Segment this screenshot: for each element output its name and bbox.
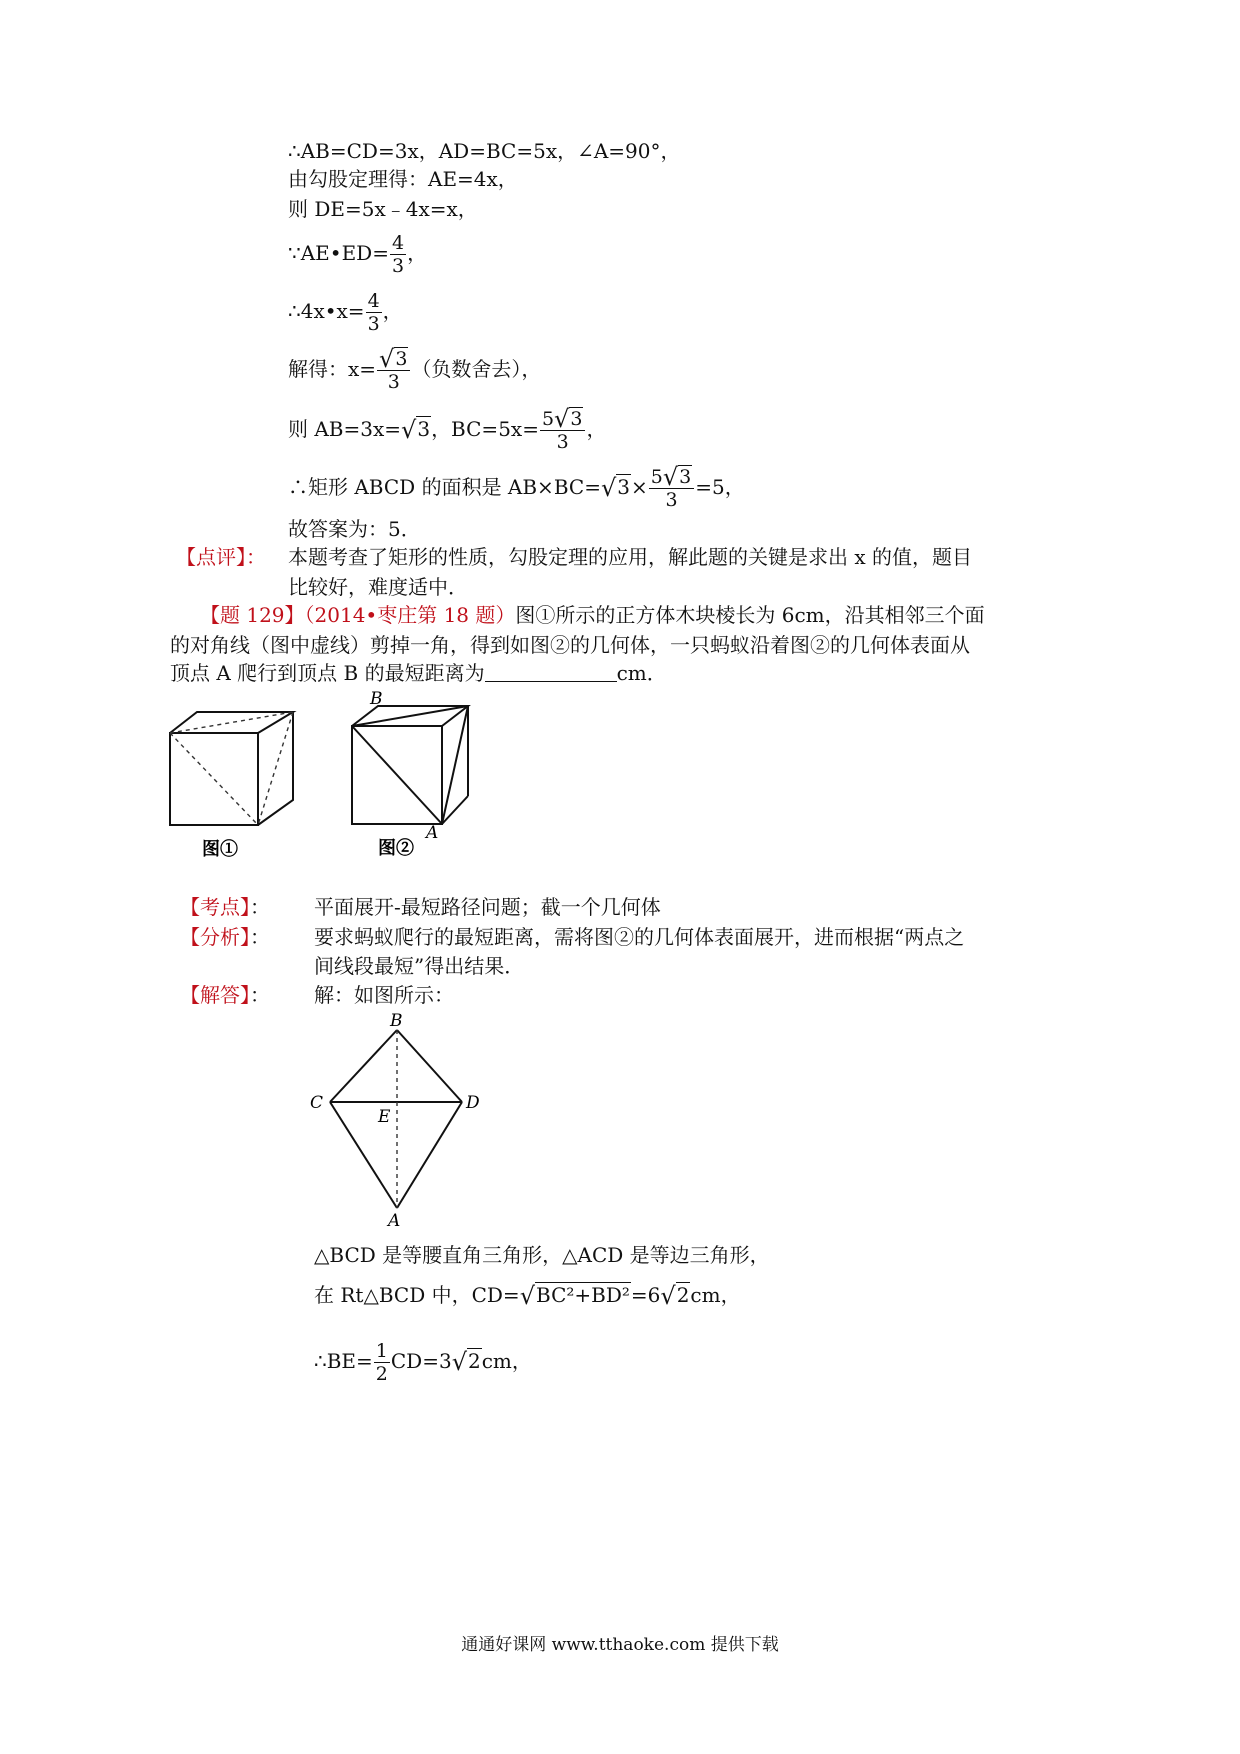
- comment-line-1: 本题考查了矩形的性质，勾股定理的应用，解此题的关键是求出 x 的值，题目: [288, 545, 972, 569]
- text: ，: [586, 417, 607, 441]
- fenxi-label: 【分析】: [180, 925, 250, 949]
- solution-line-8: [288, 463, 745, 511]
- jieda-text: 解：如图所示：: [314, 983, 454, 1007]
- answer-line-1: △BCD 是等腰直角三角形，△ACD 是等边三角形，: [314, 1243, 770, 1267]
- net-label-e: E: [378, 1107, 391, 1127]
- problem-tag: 【题 129】: [200, 603, 305, 627]
- edge-da: [397, 1102, 462, 1208]
- radical-sign: √: [451, 1348, 467, 1376]
- radical-sign: √: [519, 1282, 535, 1310]
- numerator: 4: [367, 290, 380, 312]
- text: ∵AE•ED=: [288, 241, 389, 265]
- sqrt: [379, 345, 408, 373]
- comment-line-2: 比较好，难度适中．: [288, 575, 468, 599]
- problem-line-2: 的对角线（图中虚线）剪掉一角，得到如图②的几何体，一只蚂蚁沿着图②的几何体表面从: [170, 633, 970, 657]
- text: （负数舍去），: [411, 357, 542, 381]
- radicand: 3: [417, 417, 431, 441]
- text: cm，: [481, 1349, 532, 1373]
- fenxi-line-2: 间线段最短”得出结果．: [314, 954, 525, 978]
- numerator: 1: [375, 1340, 388, 1362]
- solution-line-7: [288, 405, 607, 453]
- edge-bd: [397, 1030, 462, 1102]
- solution-line-5: [288, 290, 403, 335]
- text: cm，: [690, 1283, 741, 1307]
- solution-line-2: 由勾股定理得：AE=4x，: [288, 167, 518, 191]
- text: 解得：x=: [288, 357, 377, 381]
- net-label-b: B: [390, 1011, 403, 1031]
- fraction: [374, 1340, 390, 1385]
- radicand: BC²+BD²: [536, 1283, 630, 1307]
- denominator: 3: [665, 489, 678, 511]
- radical-sign: √: [401, 416, 417, 444]
- cut-edge-front: [352, 726, 442, 824]
- text: ∴矩形 ABCD 的面积是 AB×BC=: [288, 475, 601, 499]
- kaodian-text: 平面展开-最短路径问题；截一个几何体: [314, 895, 661, 919]
- problem-source: （2014•枣庄第 18 题）: [304, 603, 516, 627]
- text: =6: [630, 1283, 661, 1307]
- cut-edge-top: [352, 706, 468, 726]
- fenxi-colon: ：: [250, 925, 270, 949]
- denominator: 3: [367, 313, 380, 335]
- fenxi-line-1: 要求蚂蚁爬行的最短距离，需将图②的几何体表面展开，进而根据“两点之: [314, 925, 965, 949]
- problem-line-3: [170, 660, 667, 686]
- figure-2-solid: [340, 686, 490, 866]
- denominator: 3: [387, 371, 400, 393]
- sqrt: [554, 405, 583, 433]
- text: CD=3: [390, 1349, 452, 1373]
- denominator: 3: [556, 431, 569, 453]
- coefficient: 5: [650, 466, 663, 488]
- radical-sign: √: [660, 1282, 676, 1310]
- problem-unit: cm．: [616, 661, 667, 685]
- problem-text: 顶点 A 爬行到顶点 B 的最短距离为: [170, 661, 485, 685]
- comment-label: 【点评】：: [176, 545, 266, 569]
- solution-line-3: 则 DE=5x﹣4x=x，: [288, 197, 478, 221]
- fenxi-row: [180, 924, 270, 950]
- text: 在 Rt△BCD 中，CD=: [314, 1283, 520, 1307]
- figure-1-caption: 图①: [202, 839, 238, 860]
- kaodian-row: [180, 894, 270, 920]
- solution-line-6: [288, 345, 542, 393]
- jieda-row: [180, 982, 270, 1008]
- text: 则 AB=3x=: [288, 417, 402, 441]
- radical-sign: √: [662, 463, 679, 491]
- net-diagram: [300, 1010, 500, 1240]
- sqrt: [662, 463, 692, 491]
- edge-bc: [330, 1030, 397, 1102]
- solution-line-4: [288, 232, 427, 277]
- text: ∴4x•x=: [288, 299, 365, 323]
- numerator: [649, 463, 694, 491]
- net-label-c: C: [310, 1093, 324, 1113]
- figure-2-caption: 图②: [378, 838, 414, 859]
- fraction: [390, 232, 406, 277]
- sqrt: [660, 1282, 690, 1309]
- radicand: 3: [570, 408, 583, 430]
- net-label-d: D: [466, 1093, 480, 1113]
- text: ，BC=5x=: [431, 417, 539, 441]
- answer-blank: [485, 663, 617, 682]
- radicand: 3: [679, 466, 692, 488]
- fraction: [366, 290, 382, 335]
- numerator: [377, 345, 410, 373]
- vertex-label-a: A: [426, 823, 439, 843]
- radical-sign: √: [600, 474, 617, 502]
- numerator: 4: [391, 232, 405, 254]
- fraction: [377, 345, 410, 393]
- cut-diagonal-front: [170, 733, 258, 825]
- figure-1-cube: [160, 700, 310, 865]
- text: =5，: [695, 475, 745, 499]
- jieda-label: 【解答】: [180, 983, 250, 1007]
- text: ∴BE=: [314, 1349, 373, 1373]
- sqrt: [401, 416, 431, 443]
- radicand: 2: [468, 1349, 481, 1373]
- denominator: 3: [391, 255, 405, 277]
- answer-line-2: [314, 1282, 741, 1309]
- fraction: [649, 463, 694, 511]
- radical-sign: √: [379, 345, 395, 373]
- numerator: [540, 405, 585, 433]
- page-footer: 通通好课网 www.tthaoke.com 提供下载: [461, 1635, 779, 1655]
- radical-sign: √: [554, 405, 570, 433]
- fraction: [540, 405, 585, 453]
- problem-text: 图①所示的正方体木块棱长为 6cm，沿其相邻三个面: [515, 603, 985, 627]
- sqrt: [601, 474, 631, 501]
- solution-line-1: ∴AB=CD=3x，AD=BC=5x，∠A=90°，: [288, 139, 681, 163]
- radicand: 3: [395, 348, 408, 370]
- radicand: 3: [617, 475, 630, 499]
- sqrt: [520, 1282, 631, 1309]
- text: ，: [382, 299, 403, 323]
- coefficient: 5: [541, 408, 555, 430]
- problem-line-1: [200, 602, 985, 628]
- text: ×: [630, 475, 648, 499]
- jieda-colon: ：: [250, 983, 270, 1007]
- vertex-label-b: B: [370, 689, 383, 709]
- text: ，: [407, 241, 428, 265]
- denominator: 2: [375, 1363, 388, 1385]
- radicand: 2: [676, 1283, 690, 1307]
- sqrt: [452, 1348, 482, 1375]
- answer-line-3: [314, 1340, 532, 1385]
- kaodian-label: 【考点】: [180, 895, 250, 919]
- net-label-a: A: [388, 1211, 401, 1231]
- solution-line-9: 故答案为：5．: [288, 517, 421, 541]
- kaodian-colon: ：: [250, 895, 270, 919]
